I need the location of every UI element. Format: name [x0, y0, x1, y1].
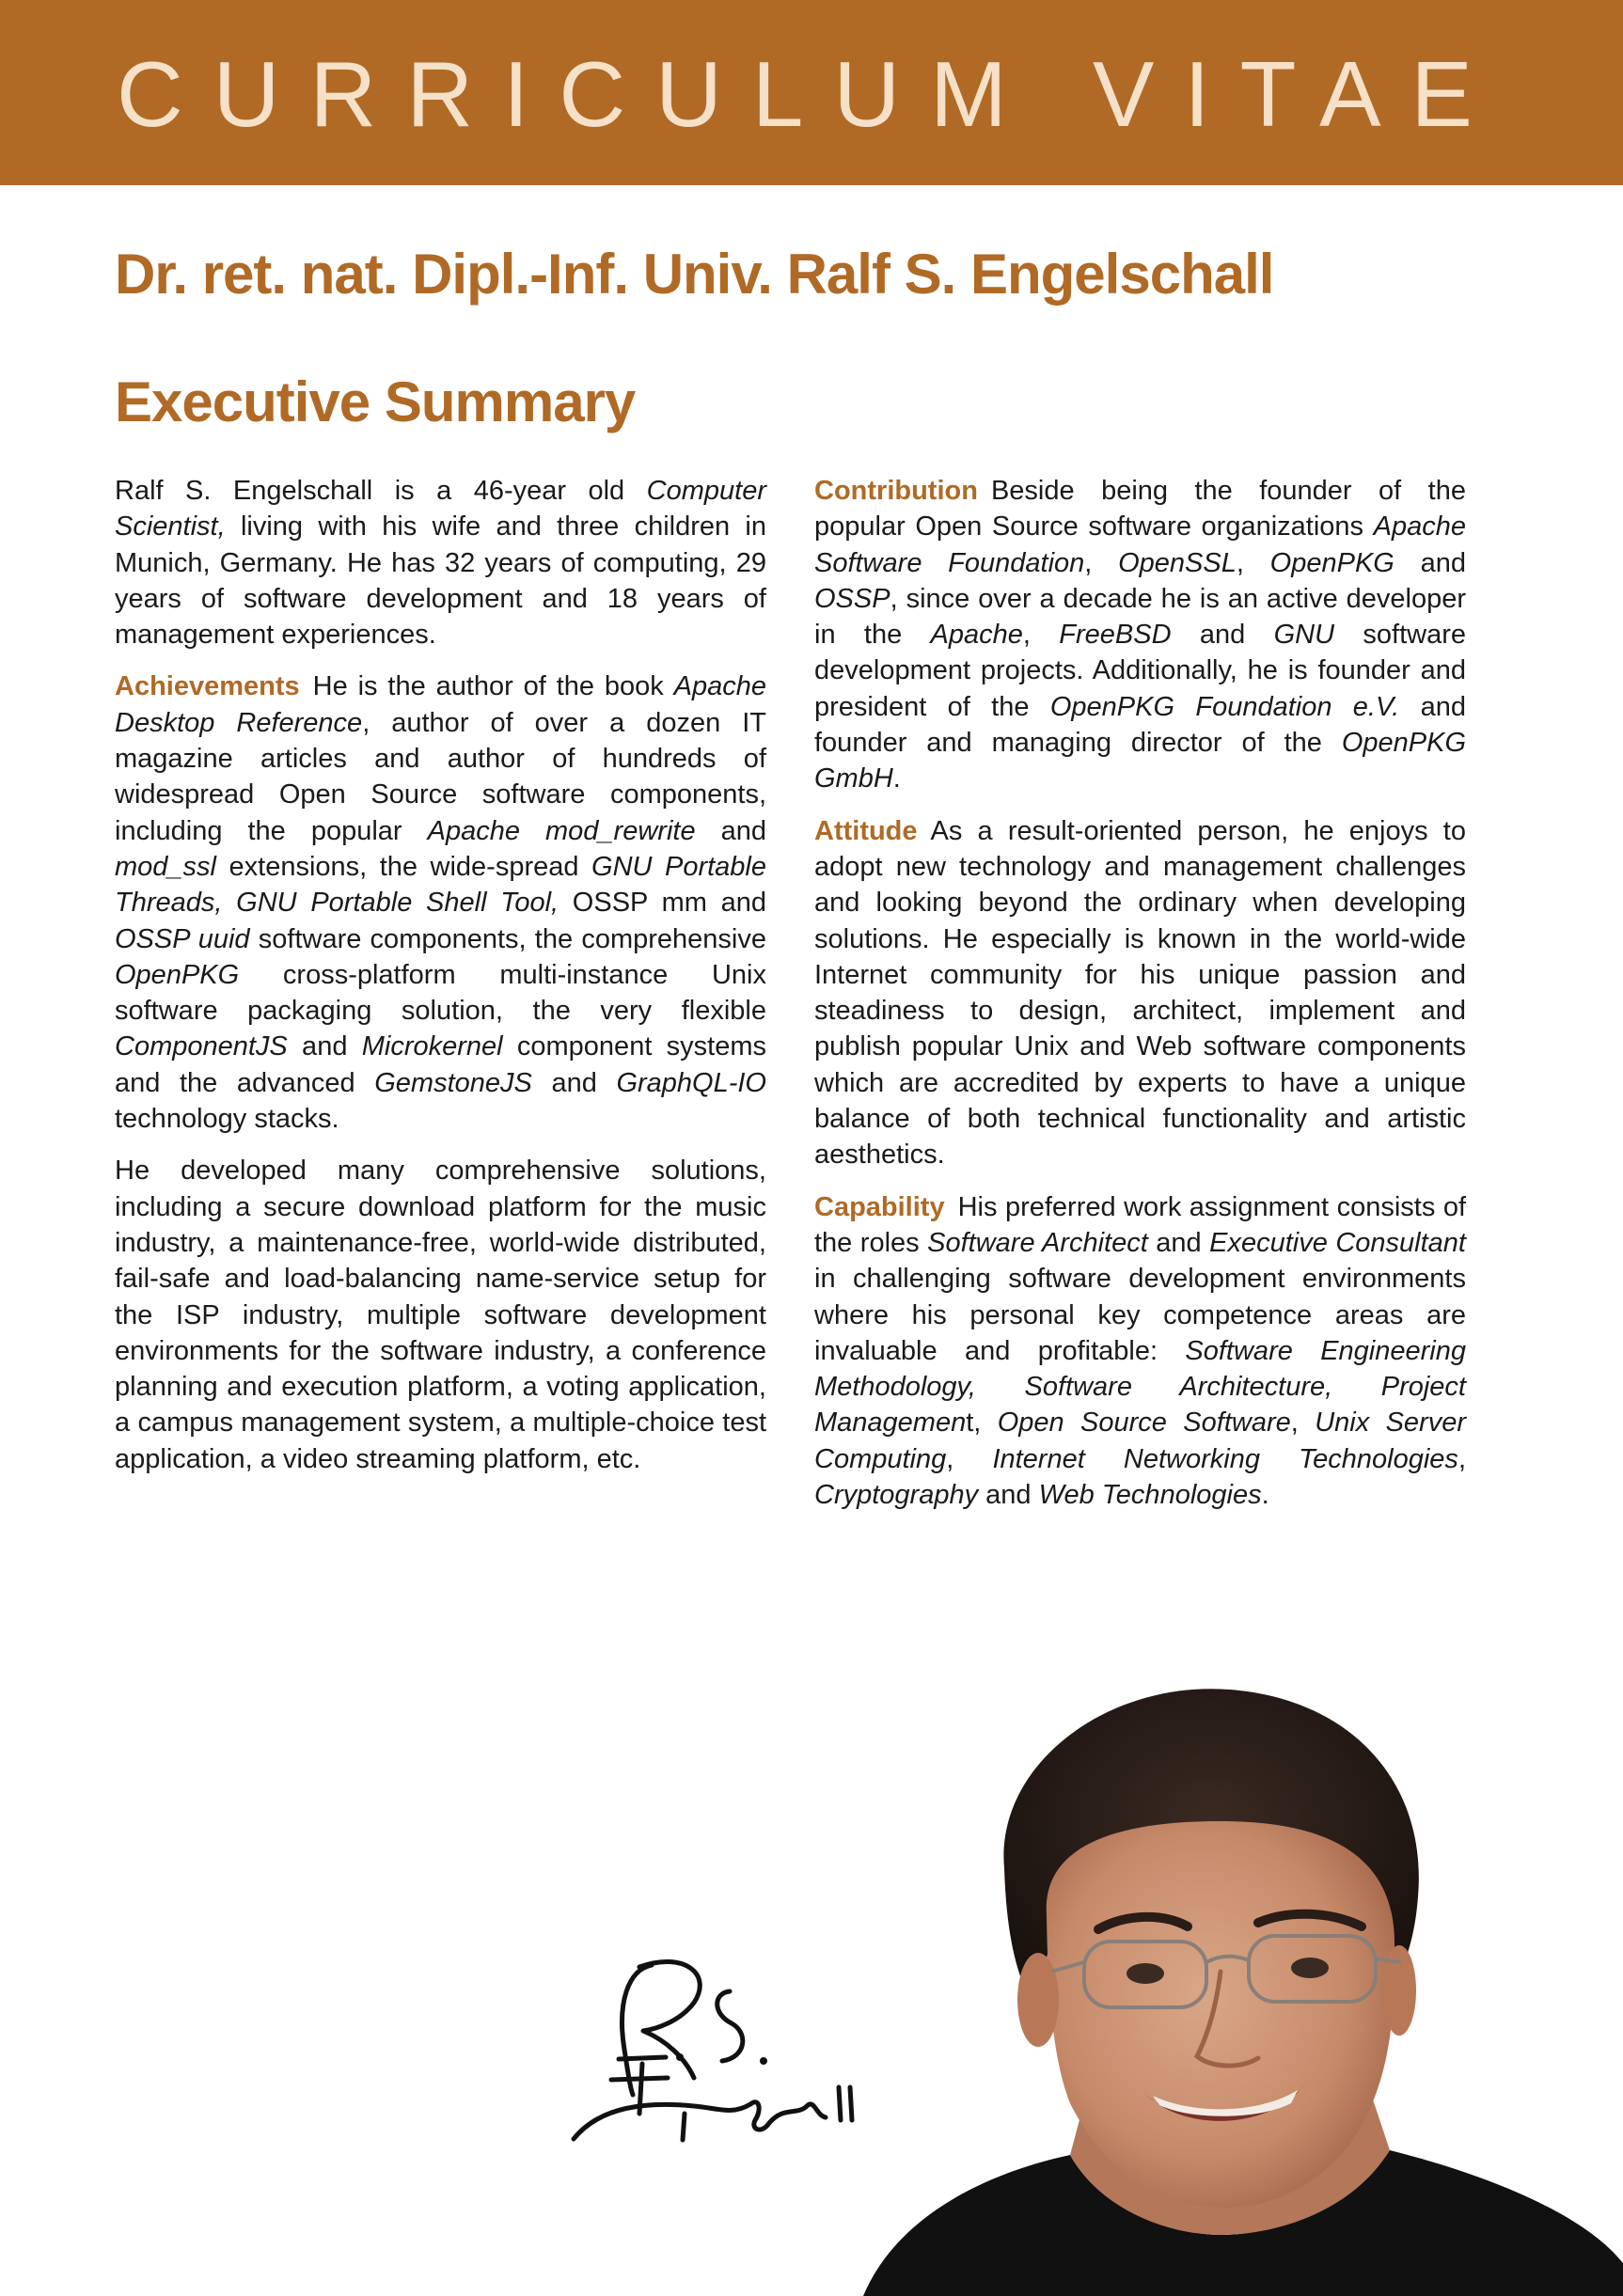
left-column: [115, 473, 766, 1493]
intro-paragraph: Ralf S. Engelschall is a 46-year old Computer Scientist, living with his wife and three children in Munich, Germany. He has 32 years of computing, 29 years of software development and 18 years of management experiences.: [115, 476, 766, 651]
contribution-label: Contribution: [814, 476, 978, 506]
contribution-paragraph: Contribution Beside being the founder of the popular Open Source software organizations Apache Software Foundation, OpenSSL, OpenPKG and OSSP, since over a decade he is an active developer in the Apache, FreeBSD and GNU software development projects. Additionally, he is founder and president of the OpenPKG Foundation e.V. and founder and managing director of the OpenPKG GmbH.: [814, 476, 1466, 794]
achievements-label: Achievements: [115, 671, 300, 702]
portrait-photo: [863, 1680, 1623, 2296]
capability-label: Capability: [814, 1191, 945, 1222]
achievements-paragraph: Achievements He is the author of the book Apache Desktop Reference, author of over a dozen IT magazine articles and author of hundreds of widespread Open Source software components, including the popular Apache mod_rewrite and mod_ssl extensions, the wide-spread GNU Portable Threads, GNU Portable Shell Tool, OSSP mm and OSSP uuid software components, the comprehensive OpenPKG cross-platform multi-instance Unix software packaging solution, the very flexible ComponentJS and Microkernel component systems and the advanced GemstoneJS and GraphQL-IO technology stacks.: [115, 671, 766, 1135]
attitude-paragraph: Attitude As a result-oriented person, he enjoys to adopt new technology and management challenges and looking beyond the ordinary when developing solutions. He especially is known in the world-wide Internet community for his unique passion and steadiness to design, architect, implement and publish popular Unix and Web software components which are accredited by experts to have a unique balance of both technical functionality and artistic aesthetics.: [814, 815, 1466, 1171]
capability-paragraph: Capability His preferred work assignment consists of the roles Software Architect and Executive Consultant in challenging software development environments where his personal key competence areas are invaluable and profitable: Software Engineering Methodology, Software Architecture, Project Management, Open Source Software, Unix Server Computing, Internet Networking Technologies, Cryptography and Web Technologies.: [814, 1191, 1466, 1511]
section-title: Executive Summary: [115, 370, 636, 433]
solutions-paragraph: He developed many comprehensive solutions, including a secure download platform for the music industry, a maintenance-free, world-wide distributed, fail-safe and load-balancing name-service setup for the ISP industry, multiple software development environments for the software industry, a conference planning and execution platform, a voting application, a campus management system, a multiple-choice test application, a video streaming platform, etc.: [115, 1156, 766, 1474]
page-title: CURRICULUM VITAE: [117, 42, 1503, 146]
signature-icon: [562, 1946, 873, 2162]
right-column: [814, 473, 1466, 1529]
header-banner: [0, 0, 1623, 185]
person-name: Dr. ret. nat. Dipl.-Inf. Univ. Ralf S. Engelschall: [115, 243, 1274, 306]
attitude-label: Attitude: [814, 815, 918, 846]
